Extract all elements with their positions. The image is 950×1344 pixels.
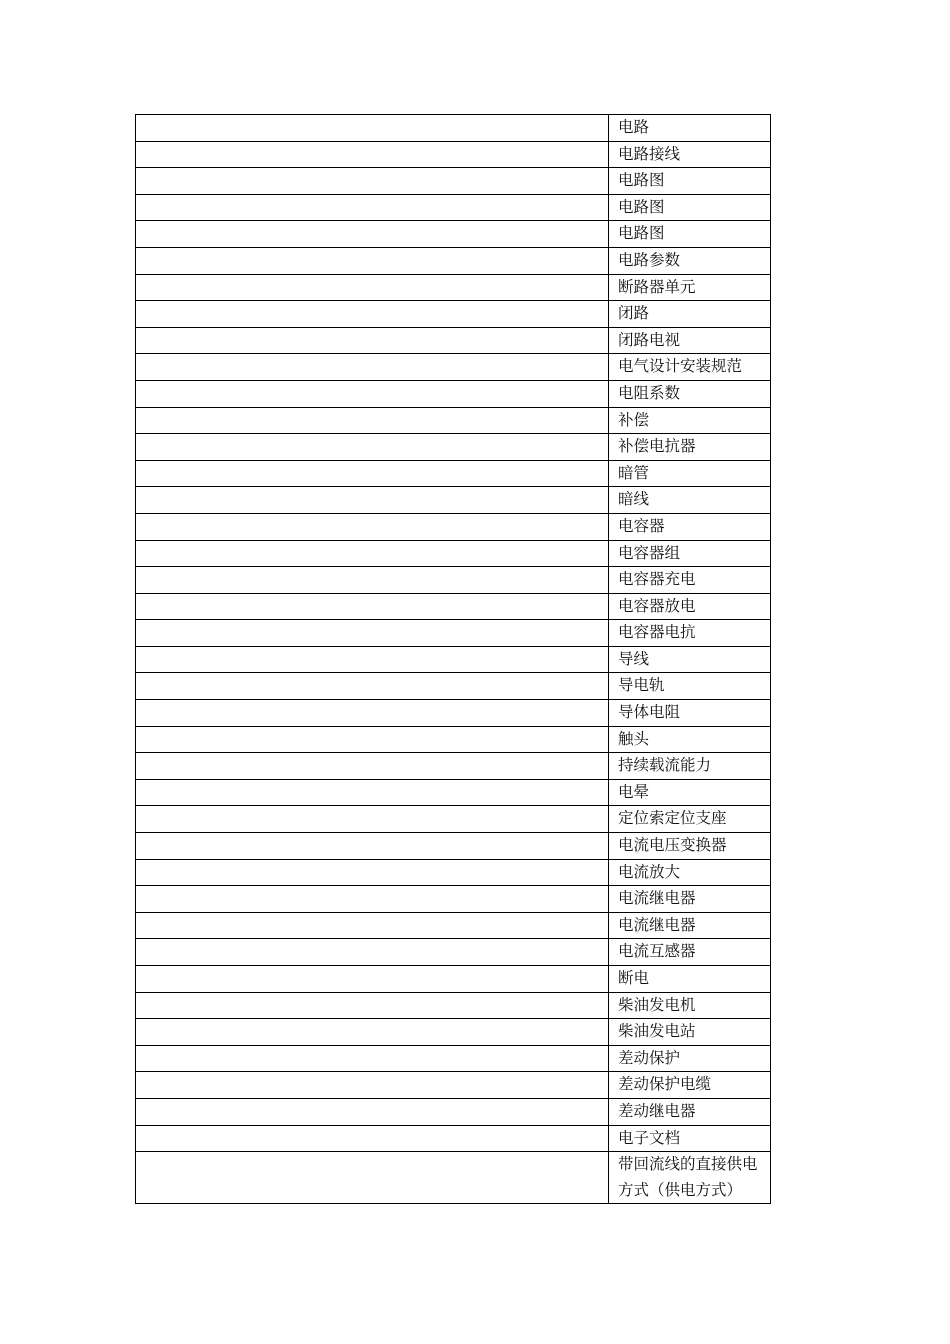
- english-term-cell: [136, 806, 609, 833]
- table-row: [136, 354, 771, 381]
- table-row: [136, 434, 771, 461]
- table-row: [136, 912, 771, 939]
- table-row: [136, 646, 771, 673]
- chinese-term-cell: 电流继电器: [609, 886, 771, 913]
- english-term-cell: [136, 1098, 609, 1125]
- english-term-cell: [136, 939, 609, 966]
- english-term-cell: [136, 115, 609, 142]
- table-row: [136, 753, 771, 780]
- chinese-term-cell: 电路: [609, 115, 771, 142]
- english-term-cell: [136, 753, 609, 780]
- english-term-cell: [136, 301, 609, 328]
- english-term-cell: [136, 620, 609, 647]
- chinese-term-cell: 电容器电抗: [609, 620, 771, 647]
- chinese-term-cell: 断路器单元: [609, 274, 771, 301]
- table-row: [136, 407, 771, 434]
- table-row: [136, 620, 771, 647]
- english-term-cell: [136, 1019, 609, 1046]
- english-term-cell: [136, 779, 609, 806]
- table-row: [136, 992, 771, 1019]
- chinese-term-cell: 电子文档: [609, 1125, 771, 1152]
- english-term-cell: [136, 833, 609, 860]
- english-term-cell: [136, 1152, 609, 1204]
- english-term-cell: [136, 460, 609, 487]
- chinese-term-cell: 差动继电器: [609, 1098, 771, 1125]
- chinese-term-cell: 暗管: [609, 460, 771, 487]
- chinese-term-cell: 电路图: [609, 221, 771, 248]
- glossary-table: [135, 114, 771, 1204]
- table-row: [136, 1098, 771, 1125]
- table-row: [136, 487, 771, 514]
- english-term-cell: [136, 168, 609, 195]
- table-row: [136, 806, 771, 833]
- english-term-cell: [136, 593, 609, 620]
- english-term-cell: [136, 1125, 609, 1152]
- chinese-term-cell: 带回流线的直接供电方式（供电方式）: [609, 1152, 771, 1204]
- chinese-term-cell: 电阻系数: [609, 380, 771, 407]
- chinese-term-cell: 导电轨: [609, 673, 771, 700]
- english-term-cell: [136, 354, 609, 381]
- english-term-cell: [136, 859, 609, 886]
- english-term-cell: [136, 221, 609, 248]
- table-row: [136, 1019, 771, 1046]
- table-row: [136, 966, 771, 993]
- chinese-term-cell: 差动保护: [609, 1045, 771, 1072]
- english-term-cell: [136, 194, 609, 221]
- glossary-body: [136, 115, 771, 1204]
- table-row: [136, 593, 771, 620]
- english-term-cell: [136, 434, 609, 461]
- table-row: [136, 115, 771, 142]
- english-term-cell: [136, 1072, 609, 1099]
- chinese-term-cell: 电流放大: [609, 859, 771, 886]
- table-row: [136, 1125, 771, 1152]
- table-row: [136, 168, 771, 195]
- table-row: [136, 726, 771, 753]
- chinese-term-cell: 定位索定位支座: [609, 806, 771, 833]
- table-row: [136, 673, 771, 700]
- table-row: [136, 1152, 771, 1204]
- table-row: [136, 301, 771, 328]
- table-row: [136, 833, 771, 860]
- table-row: [136, 779, 771, 806]
- chinese-term-cell: 持续载流能力: [609, 753, 771, 780]
- chinese-term-cell: 导线: [609, 646, 771, 673]
- chinese-term-cell: 导体电阻: [609, 700, 771, 727]
- chinese-term-cell: 电流电压变换器: [609, 833, 771, 860]
- chinese-term-cell: 电流互感器: [609, 939, 771, 966]
- english-term-cell: [136, 966, 609, 993]
- table-row: [136, 460, 771, 487]
- english-term-cell: [136, 700, 609, 727]
- table-row: [136, 194, 771, 221]
- english-term-cell: [136, 1045, 609, 1072]
- chinese-term-cell: 电容器组: [609, 540, 771, 567]
- chinese-term-cell: 电容器放电: [609, 593, 771, 620]
- table-row: [136, 540, 771, 567]
- table-row: [136, 380, 771, 407]
- table-row: [136, 567, 771, 594]
- english-term-cell: [136, 407, 609, 434]
- chinese-term-cell: 电容器充电: [609, 567, 771, 594]
- table-row: [136, 700, 771, 727]
- english-term-cell: [136, 141, 609, 168]
- table-row: [136, 886, 771, 913]
- table-row: [136, 274, 771, 301]
- table-row: [136, 221, 771, 248]
- english-term-cell: [136, 567, 609, 594]
- chinese-term-cell: 断电: [609, 966, 771, 993]
- english-term-cell: [136, 513, 609, 540]
- english-term-cell: [136, 646, 609, 673]
- english-term-cell: [136, 327, 609, 354]
- chinese-term-cell: 电气设计安装规范: [609, 354, 771, 381]
- table-row: [136, 141, 771, 168]
- english-term-cell: [136, 886, 609, 913]
- chinese-term-cell: 补偿: [609, 407, 771, 434]
- english-term-cell: [136, 992, 609, 1019]
- english-term-cell: [136, 540, 609, 567]
- english-term-cell: [136, 247, 609, 274]
- chinese-term-cell: 电容器: [609, 513, 771, 540]
- chinese-term-cell: 电路图: [609, 168, 771, 195]
- table-row: [136, 939, 771, 966]
- table-row: [136, 859, 771, 886]
- chinese-term-cell: 电路参数: [609, 247, 771, 274]
- table-row: [136, 513, 771, 540]
- chinese-term-cell: 电路图: [609, 194, 771, 221]
- english-term-cell: [136, 380, 609, 407]
- chinese-term-cell: 闭路: [609, 301, 771, 328]
- chinese-term-cell: 柴油发电站: [609, 1019, 771, 1046]
- english-term-cell: [136, 487, 609, 514]
- chinese-term-cell: 电路接线: [609, 141, 771, 168]
- chinese-term-cell: 差动保护电缆: [609, 1072, 771, 1099]
- table-row: [136, 327, 771, 354]
- chinese-term-cell: 电晕: [609, 779, 771, 806]
- english-term-cell: [136, 912, 609, 939]
- chinese-term-cell: 柴油发电机: [609, 992, 771, 1019]
- chinese-term-cell: 暗线: [609, 487, 771, 514]
- chinese-term-cell: 补偿电抗器: [609, 434, 771, 461]
- chinese-term-cell: 电流继电器: [609, 912, 771, 939]
- chinese-term-cell: 闭路电视: [609, 327, 771, 354]
- english-term-cell: [136, 274, 609, 301]
- chinese-term-cell: 触头: [609, 726, 771, 753]
- table-row: [136, 1045, 771, 1072]
- table-row: [136, 1072, 771, 1099]
- table-row: [136, 247, 771, 274]
- english-term-cell: [136, 726, 609, 753]
- english-term-cell: [136, 673, 609, 700]
